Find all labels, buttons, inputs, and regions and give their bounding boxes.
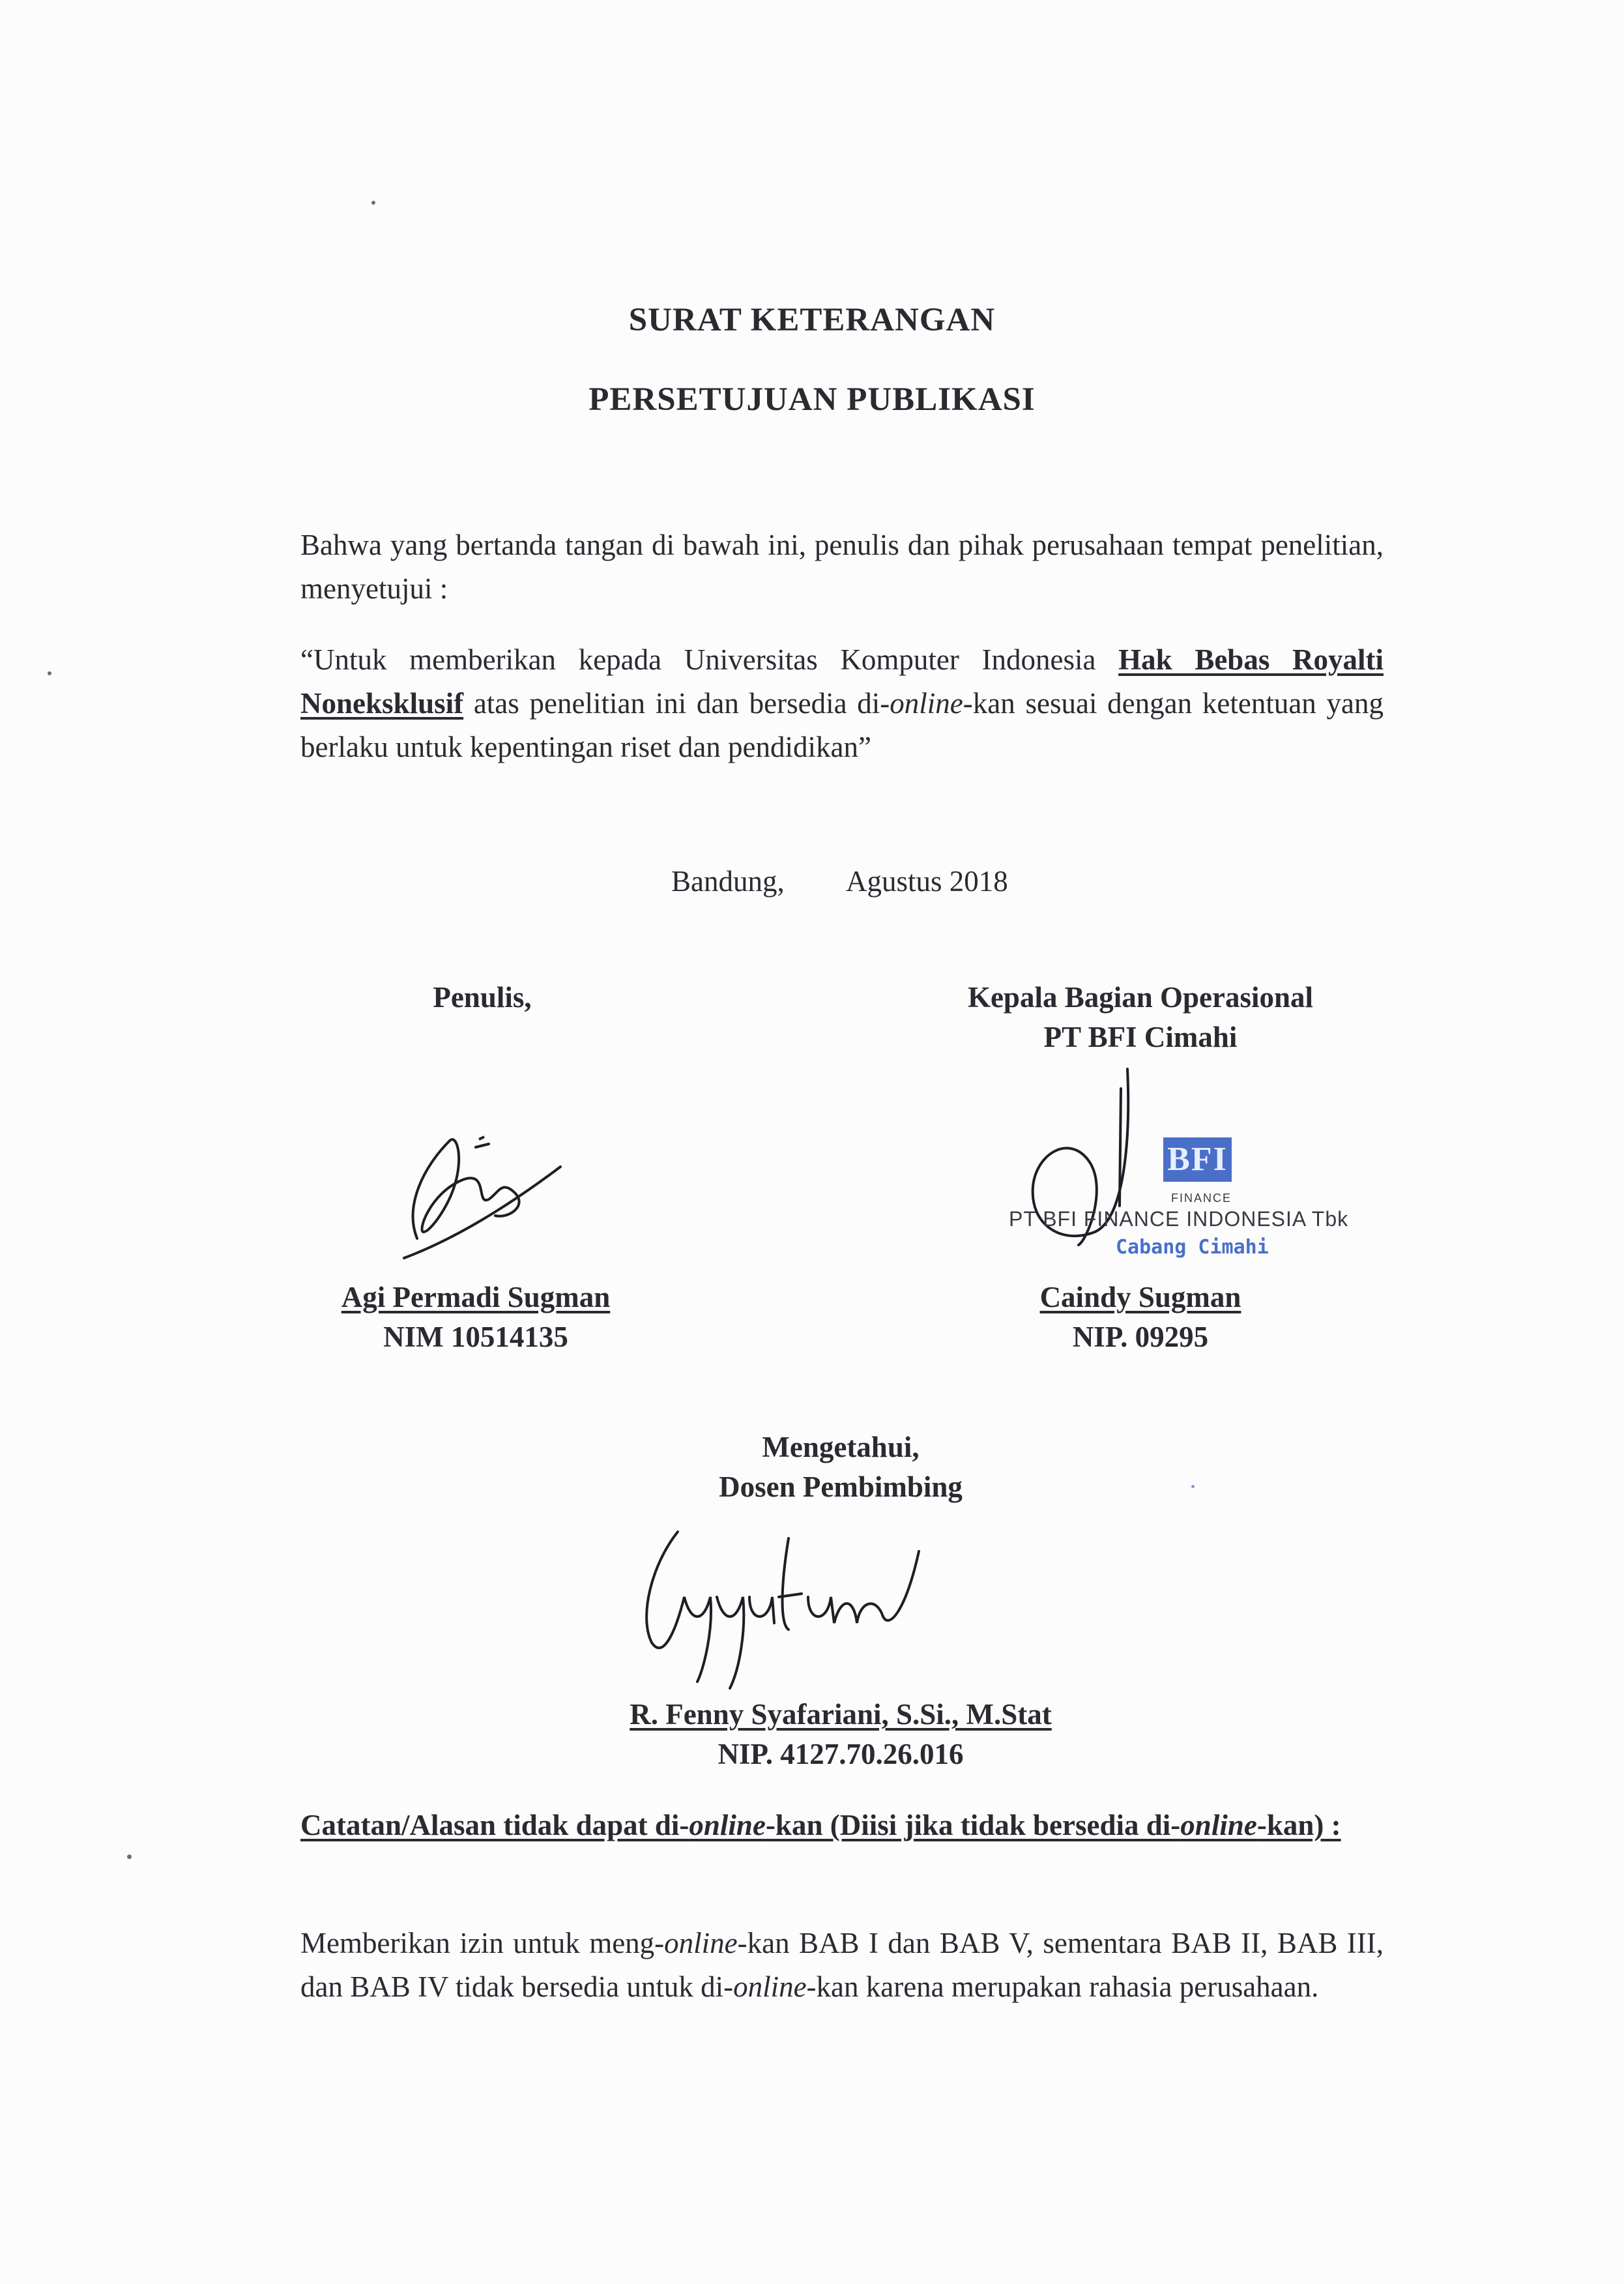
quote-part2: atas penelitian ini dan bersedia di- — [463, 687, 890, 720]
note-body-text — [300, 1922, 1384, 2009]
document-title: SURAT KETERANGAN — [628, 302, 996, 338]
penulis-section — [352, 978, 613, 1018]
scan-speck — [127, 1854, 132, 1859]
document-subtitle: PERSETUJUAN PUBLIKASI — [588, 381, 1036, 418]
note-body-online1: online — [664, 1927, 738, 1959]
company-signer-identity — [899, 1278, 1382, 1357]
note-heading-text — [300, 1804, 1384, 1847]
company-signer-org: PT BFI Cimahi — [1043, 1021, 1238, 1053]
company-signer-nip: NIP. 09295 — [1072, 1321, 1209, 1353]
note-body — [300, 1922, 1384, 2009]
advisor-name: R. Fenny Syafariani, S.Si., M.Stat — [630, 1698, 1052, 1731]
company-signer-role: Kepala Bagian Operasional — [967, 981, 1314, 1014]
advisor-heading1: Mengetahui, — [762, 1431, 920, 1463]
advisor-heading2: Dosen Pembimbing — [719, 1471, 963, 1503]
note-heading-online1: online — [689, 1809, 766, 1841]
quote-part1: “Untuk memberikan kepada Universitas Komputer Indonesia — [300, 643, 1119, 676]
note-heading-c: -kan) : — [1256, 1809, 1341, 1841]
advisor-identity — [495, 1695, 1186, 1774]
note-heading-online2: online — [1180, 1809, 1257, 1841]
date-city: Bandung, — [671, 865, 785, 898]
advisor-nip: NIP. 4127.70.26.016 — [718, 1738, 964, 1770]
stamp-branch: Cabang Cimahi — [1116, 1236, 1269, 1259]
penulis-name: Agi Permadi Sugman — [341, 1281, 611, 1313]
quote-part3: -kan sesuai dengan ketentuan yang berlaku untuk kepentingan riset dan pendidikan” — [300, 687, 1384, 763]
advisor-section — [587, 1428, 1095, 1507]
company-signer-name: Caindy Sugman — [1039, 1281, 1241, 1313]
agreement-text — [300, 638, 1384, 769]
penulis-role: Penulis, — [433, 981, 532, 1014]
note-body-a: Memberikan izin untuk meng- — [300, 1927, 665, 1959]
intro-text: Bahwa yang bertanda tangan di bawah ini, penulis dan pihak perusahaan tempat penelitian, menyetujui : — [300, 529, 1384, 605]
note-body-b: -kan BAB I dan BAB V, sementara BAB II, BAB III, dan BAB IV tidak bersedia untuk di- — [300, 1927, 1384, 2003]
scan-speck — [1191, 1485, 1195, 1488]
note-heading — [300, 1804, 1384, 1847]
agreement-quote — [300, 638, 1384, 769]
penulis-signature — [378, 1108, 573, 1278]
note-heading-a: Catatan/Alasan tidak dapat di- — [300, 1809, 689, 1841]
date-month-year: Agustus 2018 — [846, 865, 1008, 898]
note-body-c: -kan karena merupakan rahasia perusahaan. — [806, 1970, 1319, 2003]
penulis-identity — [300, 1278, 652, 1357]
royalty-term: Hak Bebas Royalti Noneksklusif — [300, 643, 1384, 720]
stamp-logo: BFI — [1163, 1137, 1232, 1182]
note-body-online2: online — [733, 1970, 807, 2003]
stamp-company: PT BFI FINANCE INDONESIA Tbk — [1009, 1207, 1349, 1231]
scan-speck — [48, 671, 51, 675]
quote-online: online — [890, 687, 963, 720]
stamp-sub: FINANCE — [1171, 1192, 1232, 1205]
company-signer-section — [899, 978, 1382, 1057]
scan-speck — [371, 201, 375, 205]
note-heading-b: -kan (Diisi jika tidak bersedia di- — [765, 1809, 1181, 1841]
penulis-nim: NIM 10514135 — [383, 1321, 568, 1353]
intro-paragraph — [300, 523, 1384, 611]
advisor-signature — [632, 1525, 932, 1695]
